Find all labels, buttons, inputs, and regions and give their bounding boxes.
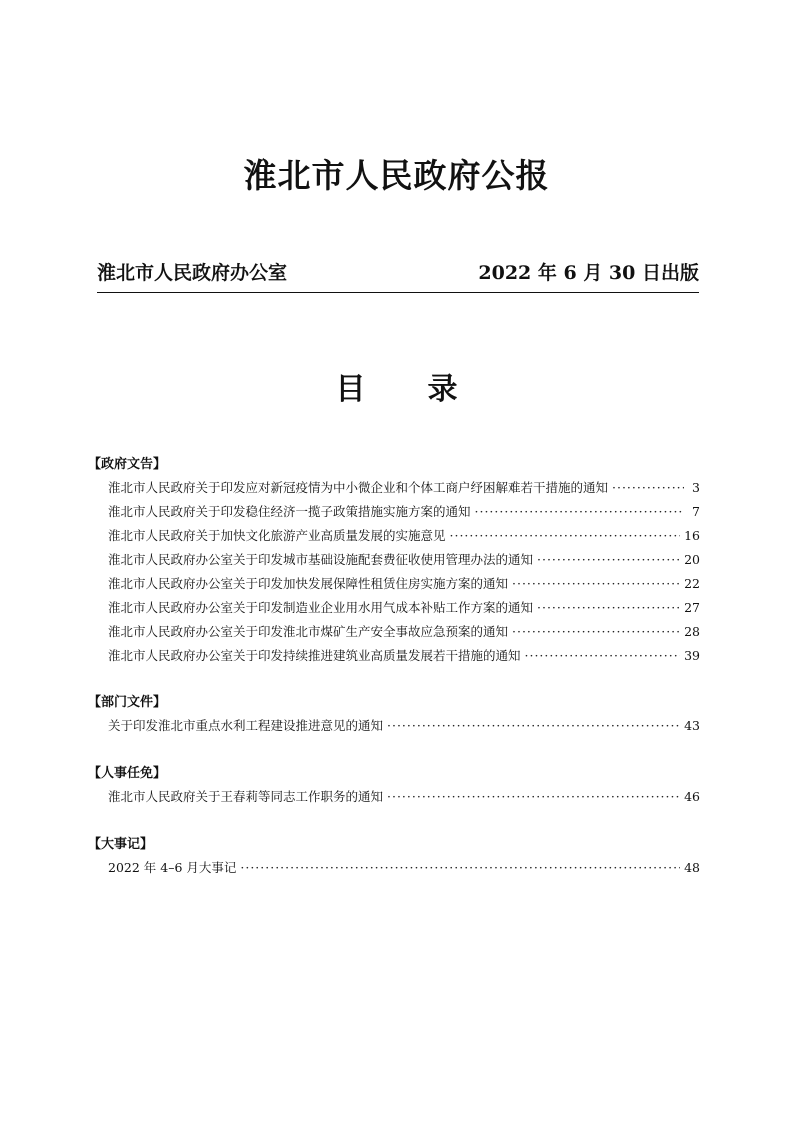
entry-page: 48 xyxy=(684,860,700,875)
publication-bar xyxy=(97,258,699,285)
entry-title: 淮北市人民政府办公室关于印发城市基础设施配套费征收使用管理办法的通知 xyxy=(108,552,534,567)
dot-leader xyxy=(612,476,684,500)
entry-title: 淮北市人民政府关于加快文化旅游产业高质量发展的实施意见 xyxy=(108,528,446,543)
section-title: 【部门文件】 xyxy=(88,695,167,710)
dot-leader xyxy=(512,620,680,644)
entry-title: 淮北市人民政府办公室关于印发制造业企业用水用气成本补贴工作方案的通知 xyxy=(108,600,534,615)
publication-date: 2022 年 6 月 30 日出版 xyxy=(478,262,699,284)
dot-leader xyxy=(475,500,684,524)
toc-entry[interactable] xyxy=(108,714,700,738)
entry-title: 关于印发淮北市重点水利工程建设推进意见的通知 xyxy=(108,718,384,733)
dot-leader xyxy=(537,548,680,572)
entry-page: 20 xyxy=(684,552,700,567)
toc-entry[interactable] xyxy=(108,476,700,500)
section-title: 【人事任免】 xyxy=(88,766,167,781)
entry-page: 16 xyxy=(684,528,700,543)
entry-title: 淮北市人民政府关于王春莉等同志工作职务的通知 xyxy=(108,789,384,804)
toc-heading: 目录 xyxy=(335,372,520,407)
entry-title: 淮北市人民政府办公室关于印发淮北市煤矿生产安全事故应急预案的通知 xyxy=(108,624,509,639)
toc-entry[interactable] xyxy=(108,524,700,548)
dot-leader xyxy=(537,596,680,620)
dot-leader xyxy=(512,572,680,596)
section-title: 【大事记】 xyxy=(88,837,154,852)
toc-entry[interactable] xyxy=(108,785,700,809)
toc-section-department-documents xyxy=(88,692,700,738)
publisher-name: 淮北市人民政府办公室 xyxy=(97,262,288,284)
entry-page: 39 xyxy=(684,648,700,663)
entry-page: 43 xyxy=(684,718,700,733)
entry-title: 淮北市人民政府办公室关于印发持续推进建筑业高质量发展若干措施的通知 xyxy=(108,648,521,663)
toc-section-chronicle xyxy=(88,834,700,880)
entry-page: 46 xyxy=(684,789,700,804)
entry-page: 7 xyxy=(692,504,700,519)
dot-leader xyxy=(387,785,680,809)
section-title: 【政府文告】 xyxy=(88,457,167,472)
entry-title: 淮北市人民政府办公室关于印发加快发展保障性租赁住房实施方案的通知 xyxy=(108,576,509,591)
toc-section-government-notices xyxy=(88,454,700,668)
dot-leader xyxy=(240,856,680,880)
toc-section-personnel-appointments xyxy=(88,763,700,809)
toc-entry[interactable] xyxy=(108,644,700,668)
entry-page: 28 xyxy=(684,624,700,639)
dot-leader xyxy=(450,524,681,548)
bulletin-title: 淮北市人民政府公报 xyxy=(243,156,550,195)
toc-entry[interactable] xyxy=(108,572,700,596)
entry-title: 淮北市人民政府关于印发稳住经济一揽子政策措施实施方案的通知 xyxy=(108,504,471,519)
dot-leader xyxy=(387,714,680,738)
entry-title: 淮北市人民政府关于印发应对新冠疫情为中小微企业和个体工商户纾困解难若干措施的通知 xyxy=(108,480,609,495)
entry-page: 27 xyxy=(684,600,700,615)
toc-entry[interactable] xyxy=(108,620,700,644)
entry-title: 2022 年 4–6 月大事记 xyxy=(108,860,237,875)
toc-entry[interactable] xyxy=(108,596,700,620)
entry-page: 3 xyxy=(692,480,700,495)
dot-leader xyxy=(525,644,681,668)
toc-entry[interactable] xyxy=(108,500,700,524)
toc-entry[interactable] xyxy=(108,548,700,572)
entry-page: 22 xyxy=(684,576,700,591)
toc-entry[interactable] xyxy=(108,856,700,880)
header-divider xyxy=(97,292,699,293)
